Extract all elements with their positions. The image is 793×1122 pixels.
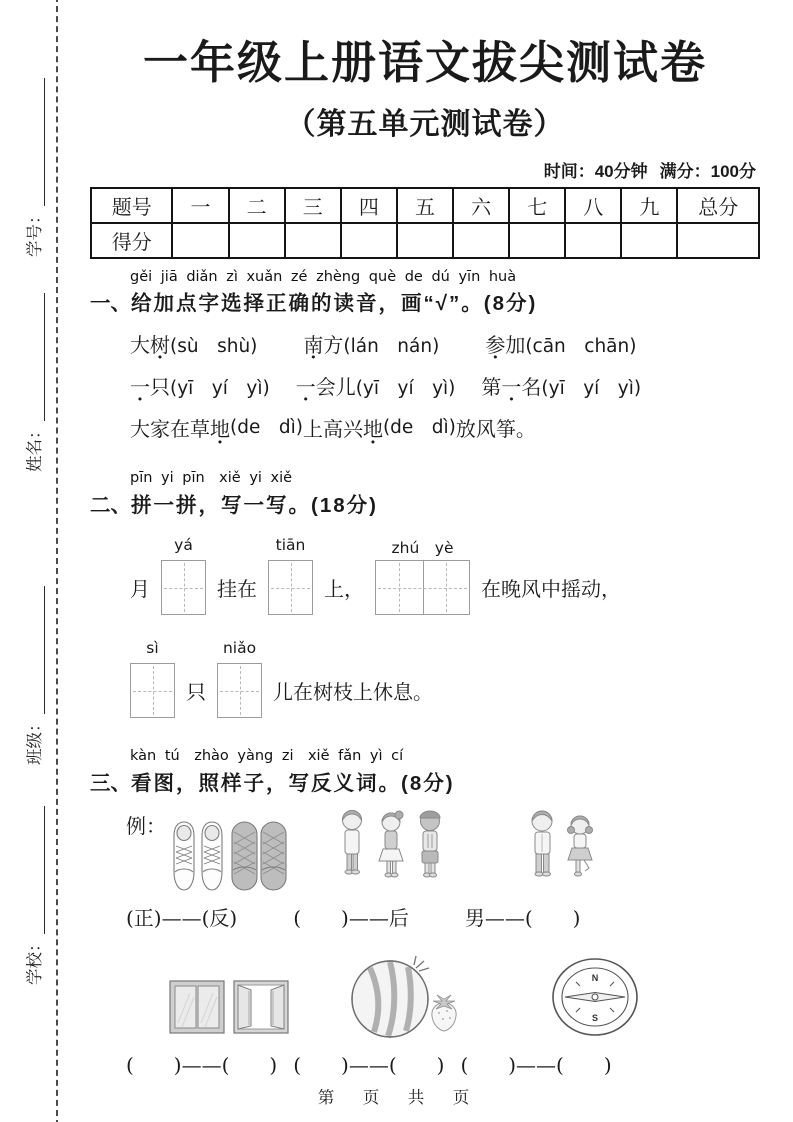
pinyin-options: (yī yí yì) — [355, 378, 456, 399]
student-id-field — [15, 69, 45, 257]
section-three-title: 看图，照样子，写反义词。(8分) — [131, 772, 455, 795]
score-cell — [397, 223, 453, 258]
example-label: 例： — [126, 814, 166, 838]
school-blank — [40, 807, 45, 935]
school-label: 学校： — [26, 935, 44, 985]
writing-grid-box-niao — [217, 639, 262, 718]
paper-content — [90, 0, 760, 1078]
antonym-answer: 男——( ) — [464, 906, 581, 930]
class-blank — [40, 587, 45, 715]
student-id-label: 学号： — [26, 207, 44, 257]
time-limit: 时间：40分钟 — [543, 162, 648, 181]
score-table-header-row — [91, 188, 759, 223]
pinyin-options: (de dì) — [382, 417, 456, 438]
question-number-label: 题号 — [91, 188, 172, 223]
student-name-label: 姓名： — [26, 422, 44, 472]
exam-meta — [90, 157, 760, 182]
col-header: 六 — [453, 188, 509, 223]
writing-grid-box-si — [130, 639, 175, 718]
antonym-images-row-1 — [90, 806, 760, 898]
grid-guide-line — [378, 588, 467, 589]
word-suffix: 方 — [323, 333, 344, 357]
pinyin-options: (yī yí yì) — [541, 378, 642, 399]
section-two-title: 拼一拼，写一写。(18分) — [131, 494, 378, 517]
word-suffix: 只 — [150, 375, 170, 399]
student-id-blank — [40, 79, 45, 207]
pronunciation-item — [296, 371, 456, 400]
dotted-char: 一 — [295, 375, 316, 399]
section-three-number: 三、 — [90, 772, 131, 795]
pinyin-options: (cān chān) — [525, 336, 637, 357]
watermelon-and-strawberry-image — [346, 955, 464, 1039]
score-cell — [677, 223, 759, 258]
section-two-pinyin: pīn yi pīn xiě yi xiě — [130, 470, 293, 486]
pinyin-options: (lán nán) — [343, 336, 440, 357]
section-three-pinyin: kàn tú zhào yàng zi xiě fǎn yì cí — [130, 748, 404, 764]
writing-grid-box-ya — [161, 536, 206, 615]
pronunciation-item — [481, 371, 641, 400]
col-header: 三 — [285, 188, 341, 223]
page-subtitle: （第五单元测试卷） — [285, 108, 565, 141]
pronunciation-item — [130, 329, 257, 358]
grid-guide-line — [220, 691, 259, 692]
writing-text: 只 — [186, 680, 206, 704]
antonym-answer: ( )——后 — [293, 906, 409, 930]
compass-south-label: S — [591, 1013, 599, 1023]
pinyin-options: (de dì) — [230, 417, 303, 438]
word-prefix: 大 — [130, 333, 150, 357]
score-cell — [621, 223, 677, 258]
boy-and-girl-image — [524, 806, 604, 898]
total-score-header: 总分 — [677, 188, 759, 223]
grid-guide-line — [271, 588, 310, 589]
compass-image — [546, 955, 644, 1039]
dotted-char: 树 — [150, 333, 170, 357]
pronunciation-row-2 — [130, 371, 760, 400]
word-prefix: 第 — [481, 375, 502, 399]
score-row — [91, 223, 759, 258]
col-header: 八 — [565, 188, 621, 223]
sentence-part: 大家在草 — [130, 417, 210, 441]
writing-text: 在晚风中摇动， — [481, 577, 621, 601]
student-name-field — [15, 284, 45, 472]
school-field — [15, 797, 45, 985]
section-three-heading — [90, 766, 760, 796]
class-field — [15, 577, 45, 765]
dotted-char: 南 — [303, 333, 324, 357]
class-label: 班级： — [26, 715, 44, 765]
page-footer: 第 页 共 页 — [317, 1089, 476, 1107]
antonym-answers-row-1 — [126, 902, 760, 931]
dotted-char: 参 — [485, 333, 506, 357]
box-pinyin: yá — [174, 536, 193, 554]
col-header: 二 — [229, 188, 285, 223]
score-cell — [229, 223, 285, 258]
pronunciation-item — [485, 329, 636, 358]
sentence-part: 放风筝。 — [455, 417, 536, 441]
antonym-answer: ( )——( ) — [293, 1053, 445, 1077]
writing-grid-box-zhuye — [375, 539, 470, 615]
shoes-top-and-soles-image — [168, 814, 290, 898]
score-cell — [285, 223, 341, 258]
score-cell — [341, 223, 397, 258]
section-one-pinyin: gěi jiā diǎn zì xuǎn zé zhèng què de dú yīn huà — [130, 269, 517, 285]
writing-line-2 — [130, 639, 760, 718]
antonym-answer: ( )——( ) — [126, 1053, 278, 1077]
score-cell — [509, 223, 565, 258]
writing-text: 月 — [130, 577, 150, 601]
score-table — [90, 187, 760, 259]
dotted-char: 一 — [130, 375, 150, 399]
dotted-char: 地 · — [363, 413, 383, 442]
section-one-number: 一、 — [90, 292, 131, 315]
box-pinyin: tiān — [275, 536, 306, 554]
window-closed-and-open-image — [168, 977, 290, 1039]
grid-guide-line — [133, 691, 172, 692]
pronunciation-sentence — [130, 413, 760, 442]
writing-text: 上， — [324, 577, 364, 601]
sentence-part: 上高兴 — [302, 417, 363, 441]
section-one-title: 给加点字选择正确的读音，画“√”。(8分) — [131, 292, 538, 315]
col-header: 一 — [172, 188, 228, 223]
pronunciation-row-1 — [130, 329, 760, 358]
antonym-images-row-2 — [90, 955, 760, 1039]
word-suffix: 名 — [521, 375, 542, 399]
score-cell — [172, 223, 228, 258]
pronunciation-item — [303, 329, 439, 358]
dotted-char: 一 — [501, 375, 522, 399]
box-pinyin: sì — [146, 639, 159, 657]
score-cell — [565, 223, 621, 258]
antonym-answers-row-2 — [126, 1049, 760, 1078]
word-suffix: 加 — [505, 333, 526, 357]
binding-fold-line — [56, 0, 58, 1122]
box-pinyin: zhú yè — [391, 539, 454, 557]
pinyin-options: (yī yí yì) — [170, 378, 270, 399]
pronunciation-item — [130, 371, 270, 400]
section-two-number: 二、 — [90, 494, 131, 517]
word-suffix: 会儿 — [315, 375, 356, 399]
grid-guide-line — [164, 588, 203, 589]
writing-grid-box-tian — [268, 536, 313, 615]
compass-north-label: N — [591, 973, 599, 983]
col-header: 九 — [621, 188, 677, 223]
dotted-char: 地 · — [210, 413, 230, 442]
score-row-label: 得分 — [91, 223, 172, 258]
page-title: 一年级上册语文拔尖测试卷 — [142, 37, 707, 88]
children-front-and-back-image — [336, 806, 448, 898]
col-header: 七 — [509, 188, 565, 223]
pinyin-options: (sù shù) — [170, 336, 258, 357]
antonym-answer: ( )——( ) — [460, 1053, 612, 1077]
student-name-blank — [40, 294, 45, 422]
col-header: 五 — [397, 188, 453, 223]
section-two-heading — [90, 488, 760, 518]
antonym-answer: (正)——(反) — [126, 906, 238, 930]
section-one-heading — [90, 286, 760, 316]
writing-text: 儿在树枝上休息。 — [273, 680, 433, 704]
score-cell — [453, 223, 509, 258]
col-header: 四 — [341, 188, 397, 223]
writing-line-1 — [130, 536, 760, 615]
full-score: 满分：100分 — [659, 162, 756, 181]
writing-text: 挂在 — [217, 577, 257, 601]
box-pinyin: niǎo — [222, 639, 257, 657]
